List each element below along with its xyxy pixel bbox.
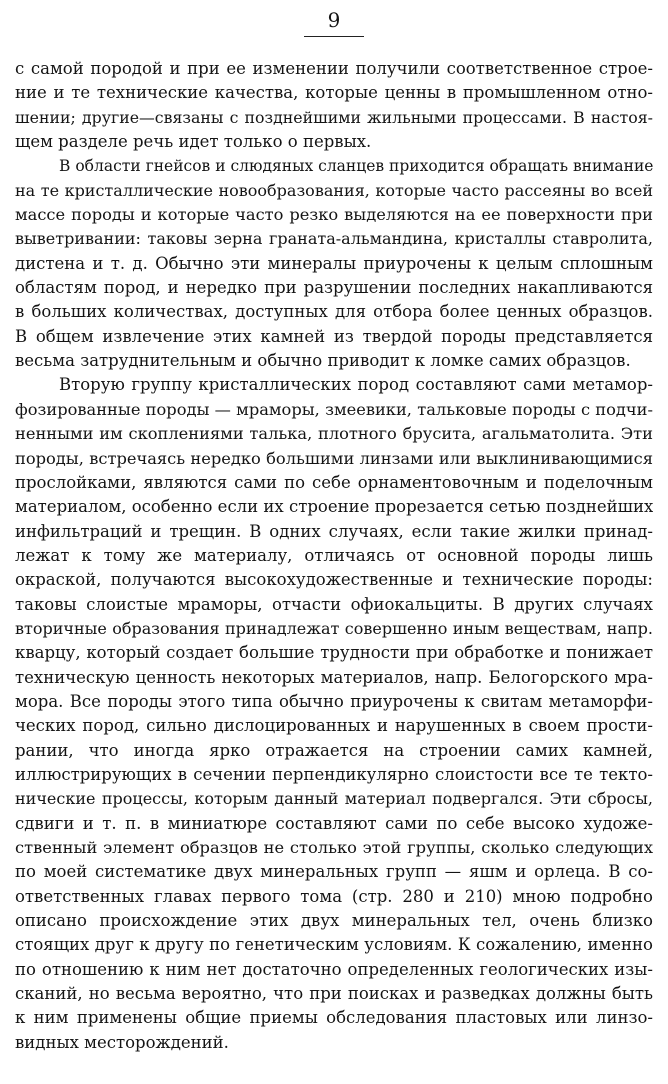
text-line: Вторую группу кристаллических пород составляют сами метамор-: [59, 375, 653, 395]
text-line: видных месторождений.: [15, 1032, 229, 1052]
text-line: В области гнейсов и слюдяных сланцев приходится обращать внимание: [59, 157, 653, 176]
text-line: В общем извлечение этих камней из твердой породы представляется: [15, 326, 653, 346]
text-line: ненными им скоплениями талька, плотного брусита, агальматолита. Эти: [15, 424, 653, 444]
text-line: иллюстрирующих в сечении перпендикулярно слоистости все те текто-: [15, 764, 653, 784]
text-line: дистена и т. д. Обычно эти минералы приурочены к целым сплошным: [15, 253, 653, 273]
text-line: фозированные породы — мраморы, змеевики, тальковые породы с подчи-: [15, 399, 653, 419]
paragraph: [15, 373, 653, 1055]
text-line: областям пород, и нередко при разрушении последних накапливаются: [15, 278, 653, 298]
text-line: рании, что иногда ярко отражается на строении самих камней,: [15, 740, 653, 760]
text-line: нические процессы, которым данный материал подвергался. Эти сбросы,: [15, 789, 653, 809]
page-number: 9: [327, 8, 341, 32]
text-line: сканий, но весьма вероятно, что при поисках и разведках должны быть: [15, 984, 653, 1004]
text-line: кварцу, который создает большие трудности при обработке и понижает: [15, 643, 653, 663]
text-line: к ним применены общие приемы обследования пластовых или линзо-: [15, 1008, 653, 1028]
text-line: мора. Все породы этого типа обычно приурочены к свитам метаморфи-: [15, 691, 653, 711]
text-line: стоящих друг к другу по генетическим условиям. К сожалению, именно: [15, 935, 653, 955]
text-line: инфильтраций и трещин. В одних случаях, если такие жилки принад-: [15, 521, 653, 541]
text-line: массе породы и которые часто резко выделяются на ее поверхности при: [15, 205, 653, 225]
text-line: окраской, получаются высокохудожественные и технические породы:: [15, 570, 653, 590]
header-rule: [304, 36, 364, 37]
text-line: по моей систематике двух минеральных групп — яшм и орлеца. В со-: [15, 862, 653, 882]
text-line: по отношению к ним нет достаточно определенных геологических изы-: [15, 959, 653, 979]
text-line: в больших количествах, доступных для отбора более ценных образцов.: [15, 302, 653, 322]
text-line: ние и те технические качества, которые ценны в промышленном отно-: [15, 83, 653, 103]
text-line: материалом, особенно если их строение прорезается сетью позднейших: [15, 497, 653, 517]
text-line: сдвиги и т. п. в миниатюре составляют сами по себе высоко художе-: [15, 813, 653, 833]
text-line: вторичные образования принадлежат совершенно иным веществам, напр.: [15, 618, 653, 638]
text-line: на те кристаллические новообразования, которые часто рассеяны во всей: [15, 180, 653, 200]
text-line: шении; другие—связаны с позднейшими жильными процессами. В настоя-: [15, 107, 653, 127]
paragraph: [15, 57, 653, 154]
text-line: лежат к тому же материалу, отличаясь от основной породы лишь: [15, 545, 653, 565]
text-line: породы, встречаясь нередко большими линзами или выклинивающимися: [15, 448, 653, 468]
text-line: с самой породой и при ее изменении получили соответственное строе-: [15, 59, 653, 78]
text-line: прослойками, являются сами по себе орнаментовочным и поделочным: [15, 472, 653, 492]
text-line: описано происхождение этих двух минеральных тел, очень близко: [15, 911, 653, 931]
text-line: таковы слоистые мраморы, отчасти офиокальциты. В других случаях: [15, 594, 653, 614]
text-line: ственный элемент образцов не столько этой группы, сколько следующих: [15, 838, 653, 857]
text-line: ческих пород, сильно дислоцированных и нарушенных в своем прости-: [15, 716, 653, 736]
text-line: техническую ценность некоторых материалов, напр. Белогорского мра-: [15, 667, 653, 687]
paragraph: [15, 154, 653, 373]
text-line: весьма затруднительным и обычно приводит к ломке самих образцов.: [15, 351, 631, 371]
text-line: выветривании: таковы зерна граната-альмандина, кристаллы ставролита,: [15, 229, 653, 249]
text-line: ответственных главах первого тома (стр. 280 и 210) мною подробно: [15, 886, 653, 906]
body-text: [15, 57, 653, 1055]
text-line: щем разделе речь идет только о первых.: [15, 132, 372, 152]
